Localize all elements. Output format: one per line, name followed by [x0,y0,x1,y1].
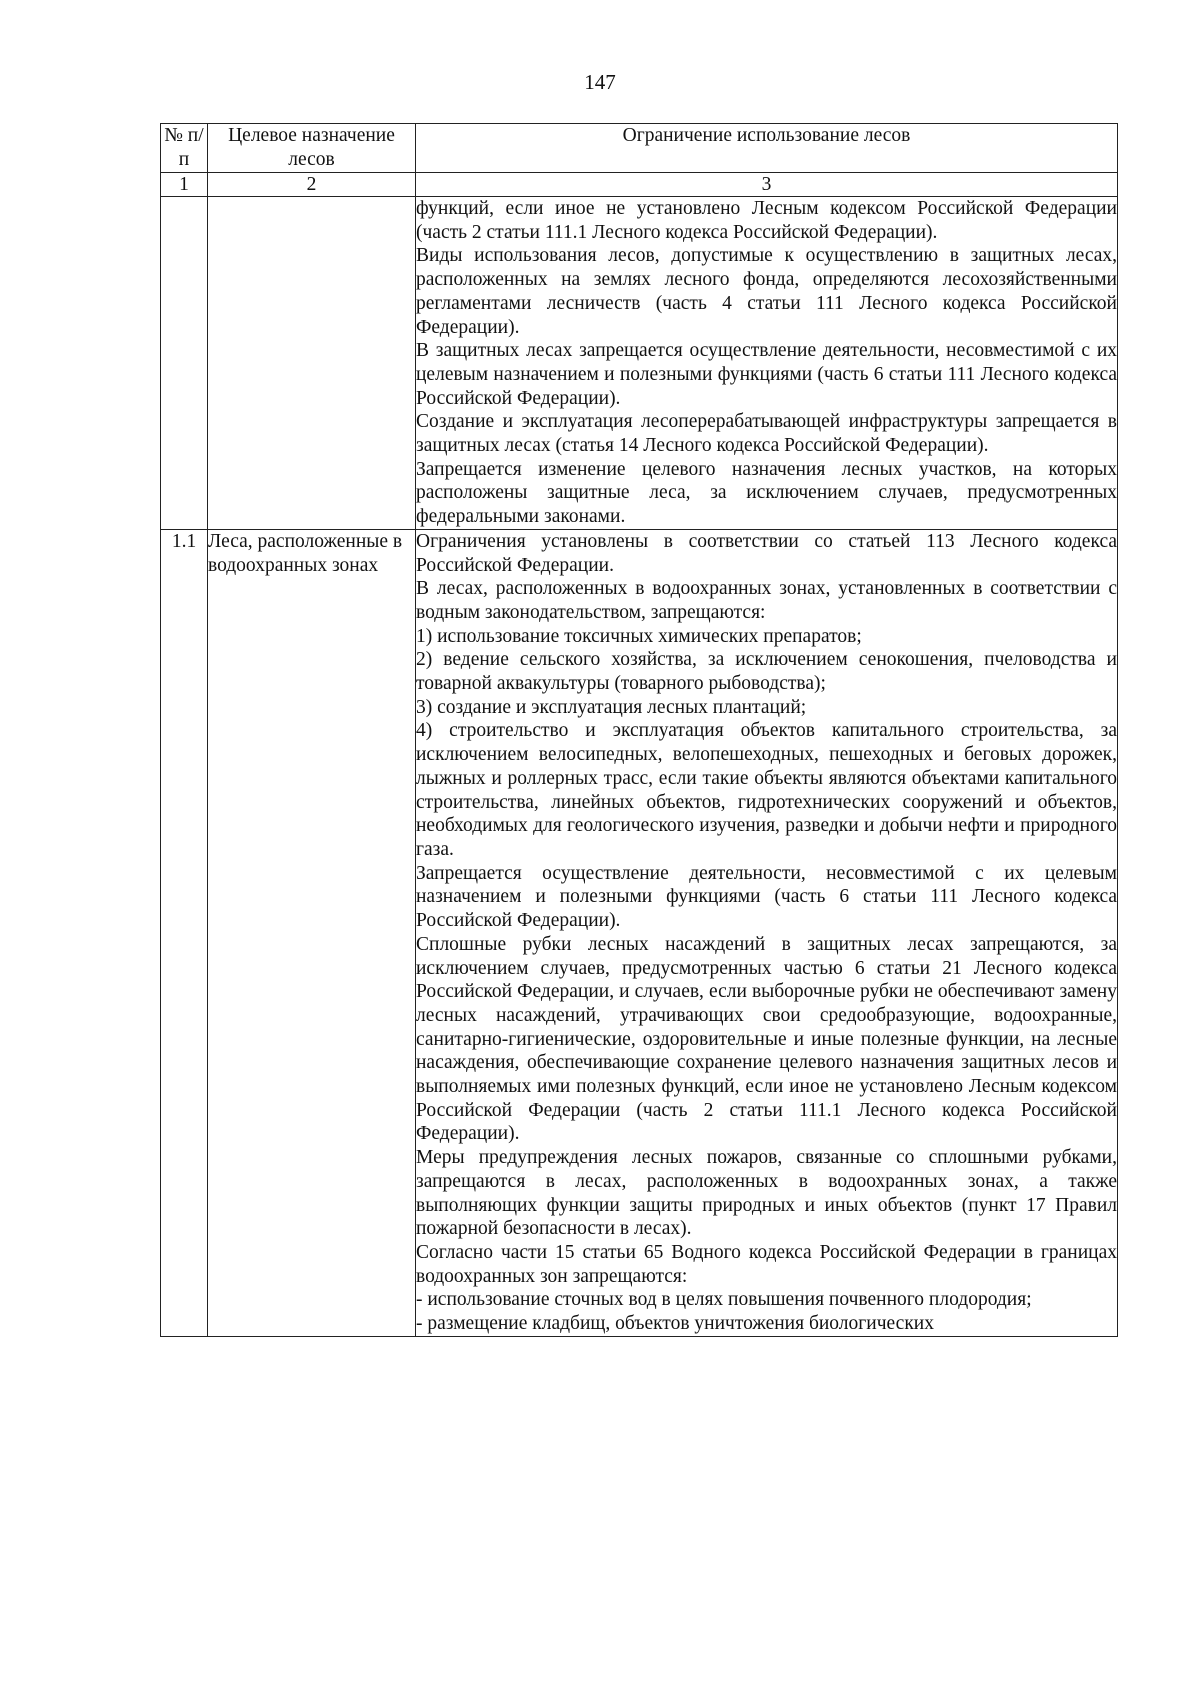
column-number: 1 [161,173,208,197]
restriction-paragraph: 4) строительство и эксплуатация объектов капитального строительства, за исключением велосипедных, велопешеходных, пешеходных и беговых дорожек, лыжных и роллерных трасс, если такие объекты являются объектами капитального строительства, линейных объектов, гидротехнических сооружений и объектов, необходимых для геологического изучения, разведки и добычи нефти и природного газа. [416,720,1117,860]
restriction-paragraph: Виды использования лесов, допустимые к осуществлению в защитных лесах, расположенных на землях лесного фонда, определяются лесохозяйственными регламентами лесничеств (часть 4 статьи 111 Лесного кодекса Российской Федерации). [416,245,1117,338]
column-number: 2 [208,173,416,197]
restriction-paragraph: функций, если иное не установлено Лесным кодексом Российской Федерации (часть 2 статьи 111.1 Лесного кодекса Российской Федерации). [416,198,1117,243]
row-restrictions [416,529,1118,1336]
table-header-row [161,124,1118,173]
header-number: № п/п [161,124,208,173]
restriction-paragraph: В защитных лесах запрещается осуществление деятельности, несовместимой с их целевым назначением и полезными функциями (часть 6 статьи 111 Лесного кодекса Российской Федерации). [416,340,1117,409]
restriction-paragraph: Создание и эксплуатация лесоперерабатывающей инфраструктуры запрещается в защитных лесах (статья 14 Лесного кодекса Российской Федерации). [416,411,1117,457]
column-number-row [161,173,1118,197]
restriction-paragraph: Меры предупреждения лесных пожаров, связанные со сплошными рубками, запрещаются в лесах, расположенных в водоохранных зонах, а также выполняющих функции защиты природных и иных объектов (пункт 17 Правил пожарной безопасности в лесах). [416,1147,1117,1240]
row-number [161,197,208,530]
page-number: 147 [584,70,616,94]
restriction-paragraph: 2) ведение сельского хозяйства, за исключением сенокошения, пчеловодства и товарной аквакультуры (товарного рыбоводства); [416,649,1117,695]
restriction-paragraph: В лесах, расположенных в водоохранных зонах, установленных в соответствии с водным законодательством, запрещаются: [416,578,1117,623]
row-number: 1.1 [161,529,208,1336]
header-purpose: Целевое назначение лесов [208,124,416,173]
table-row [161,197,1118,530]
row-restrictions [416,197,1118,530]
restriction-paragraph: Запрещается осуществление деятельности, несовместимой с их целевым назначением и полезными функциями (часть 6 статьи 111 Лесного кодекса Российской Федерации). [416,862,1117,932]
restriction-paragraph: Согласно части 15 статьи 65 Водного кодекса Российской Федерации в границах водоохранных зон запрещаются: [416,1241,1117,1287]
header-restriction: Ограничение использование лесов [416,124,1118,173]
restriction-paragraph: Запрещается изменение целевого назначения лесных участков, на которых расположены защитные леса, за исключением случаев, предусмотренных федеральными законами. [416,458,1117,528]
row-purpose: Леса, расположенные в водоохранных зонах [208,529,416,1336]
restriction-paragraph: Ограничения установлены в соответствии со статьей 113 Лесного кодекса Российской Федерации. [416,530,1117,576]
restriction-paragraph: - размещение кладбищ, объектов уничтожения биологических [416,1313,934,1335]
column-number: 3 [416,173,1118,197]
table-row [161,529,1118,1336]
restriction-paragraph: 1) использование токсичных химических препаратов; [416,625,862,647]
restriction-paragraph: - использование сточных вод в целях повышения почвенного плодородия; [416,1289,1032,1311]
restriction-paragraph: Сплошные рубки лесных насаждений в защитных лесах запрещаются, за исключением случаев, предусмотренных частью 6 статьи 21 Лесного кодекса Российской Федерации, и случаев, если выборочные рубки не обеспечивают замену лесных насаждений, утрачивающих свои средообразующие, водоохранные, санитарно-гигиенические, оздоровительные и иные полезные функции, на лесные насаждения, обеспечивающие сохранение целевого назначения защитных лесов и выполняемых ими полезных функций, если иное не установлено Лесным кодексом Российской Федерации (часть 2 статьи 111.1 Лесного кодекса Российской Федерации). [416,933,1117,1145]
row-purpose [208,197,416,530]
restriction-paragraph: 3) создание и эксплуатация лесных плантаций; [416,696,807,718]
regulation-table [160,123,1118,1337]
